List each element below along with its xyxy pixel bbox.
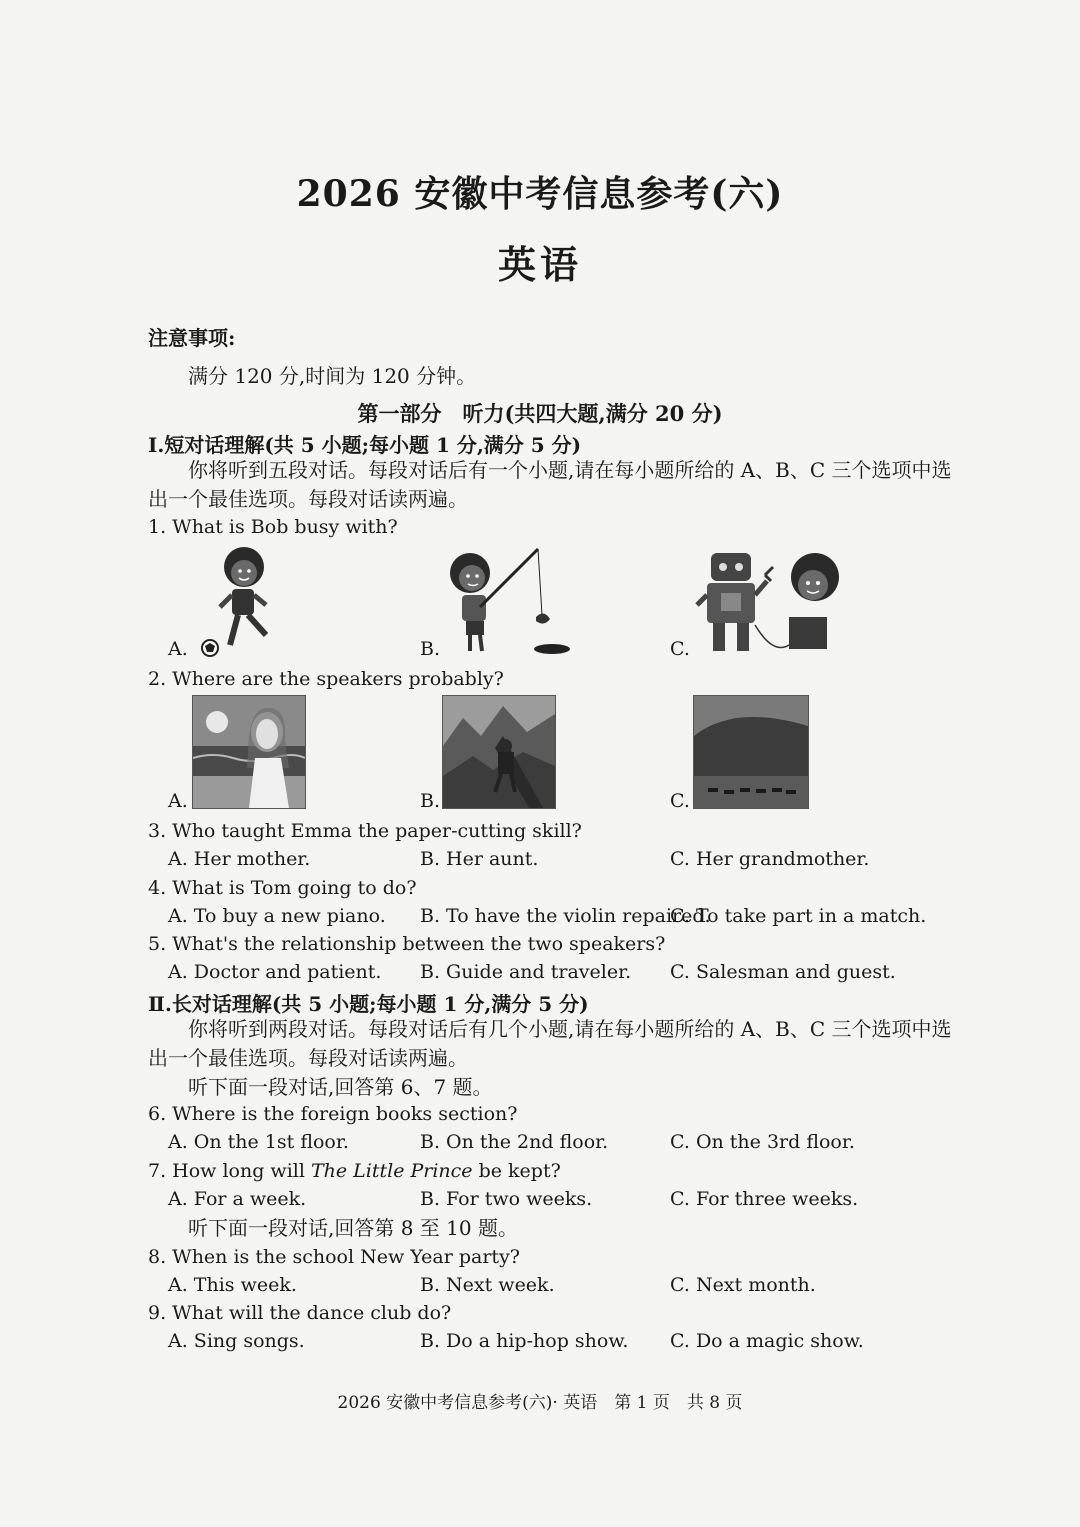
q7-stem [148, 1160, 561, 1182]
q7-stem-pre: 7. How long will [148, 1160, 311, 1182]
q9-option-c: C. Do a magic show. [670, 1330, 864, 1352]
exam-title: 2026 安徽中考信息参考(六) [296, 173, 784, 215]
q6-option-c: C. On the 3rd floor. [670, 1131, 855, 1153]
girl-at-beach-photo [192, 695, 306, 809]
boy-with-robot-icon [693, 545, 853, 660]
q7-stem-post: be kept? [472, 1160, 561, 1182]
part1-heading: 第一部分 听力(共四大题,满分 20 分) [357, 401, 723, 426]
listen-8-10-note: 听下面一段对话,回答第 8 至 10 题。 [188, 1216, 518, 1240]
boy-playing-football-icon [196, 545, 286, 660]
q9-option-b: B. Do a hip-hop show. [420, 1330, 629, 1352]
q1-option-a-label: A. [168, 638, 188, 660]
q2-option-c-label: C. [670, 790, 690, 812]
boy-fishing-icon [440, 545, 570, 660]
q1-option-c-label: C. [670, 638, 690, 660]
q1-option-b-label: B. [420, 638, 441, 660]
notice-heading: 注意事项: [148, 326, 236, 350]
q3-option-a: A. Her mother. [168, 848, 311, 870]
grassland-horses-photo [693, 695, 809, 809]
page-footer: 2026 安徽中考信息参考(六)· 英语 第 1 页 共 8 页 [337, 1393, 743, 1413]
q5-option-a: A. Doctor and patient. [168, 961, 382, 983]
q7-option-b: B. For two weeks. [420, 1188, 593, 1210]
q7-option-c: C. For three weeks. [670, 1188, 859, 1210]
q7-option-a: A. For a week. [168, 1188, 307, 1210]
section2-instruction-line2: 出一个最佳选项。每段对话读两遍。 [148, 1046, 468, 1070]
q1-stem: 1. What is Bob busy with? [148, 516, 398, 538]
q9-option-a: A. Sing songs. [168, 1330, 305, 1352]
q4-option-c: C. To take part in a match. [670, 905, 927, 927]
section1-instruction-line2: 出一个最佳选项。每段对话读两遍。 [148, 487, 468, 511]
q6-option-b: B. On the 2nd floor. [420, 1131, 609, 1153]
q9-stem: 9. What will the dance club do? [148, 1302, 452, 1324]
notice-text: 满分 120 分,时间为 120 分钟。 [188, 364, 477, 388]
q8-stem: 8. When is the school New Year party? [148, 1246, 520, 1268]
person-hiking-mountain-photo [442, 695, 556, 809]
q2-option-b-label: B. [420, 790, 441, 812]
q4-option-b: B. To have the violin repaired. [420, 905, 711, 927]
q5-option-b: B. Guide and traveler. [420, 961, 632, 983]
q4-stem: 4. What is Tom going to do? [148, 877, 417, 899]
section2-instruction-line1: 你将听到两段对话。每段对话后有几个小题,请在每小题所给的 A、B、C 三个选项中选 [188, 1017, 952, 1041]
q5-option-c: C. Salesman and guest. [670, 961, 896, 983]
q4-option-a: A. To buy a new piano. [168, 905, 386, 927]
q3-option-b: B. Her aunt. [420, 848, 539, 870]
q8-option-b: B. Next week. [420, 1274, 555, 1296]
listen-6-7-note: 听下面一段对话,回答第 6、7 题。 [188, 1075, 493, 1099]
section1-instruction-line1: 你将听到五段对话。每段对话后有一个小题,请在每小题所给的 A、B、C 三个选项中选 [188, 458, 952, 482]
q8-option-c: C. Next month. [670, 1274, 816, 1296]
q7-book-title: The Little Prince [310, 1160, 473, 1182]
q2-stem: 2. Where are the speakers probably? [148, 668, 504, 690]
q5-stem: 5. What's the relationship between the two speakers? [148, 933, 666, 955]
section1-heading: Ⅰ.短对话理解(共 5 小题;每小题 1 分,满分 5 分) [148, 433, 582, 457]
q3-stem: 3. Who taught Emma the paper-cutting skill? [148, 820, 582, 842]
q3-option-c: C. Her grandmother. [670, 848, 870, 870]
q6-option-a: A. On the 1st floor. [168, 1131, 349, 1153]
q6-stem: 6. Where is the foreign books section? [148, 1103, 518, 1125]
subject-title: 英语 [497, 242, 582, 287]
q2-option-a-label: A. [168, 790, 188, 812]
q8-option-a: A. This week. [168, 1274, 297, 1296]
section2-heading: Ⅱ.长对话理解(共 5 小题;每小题 1 分,满分 5 分) [148, 992, 589, 1016]
